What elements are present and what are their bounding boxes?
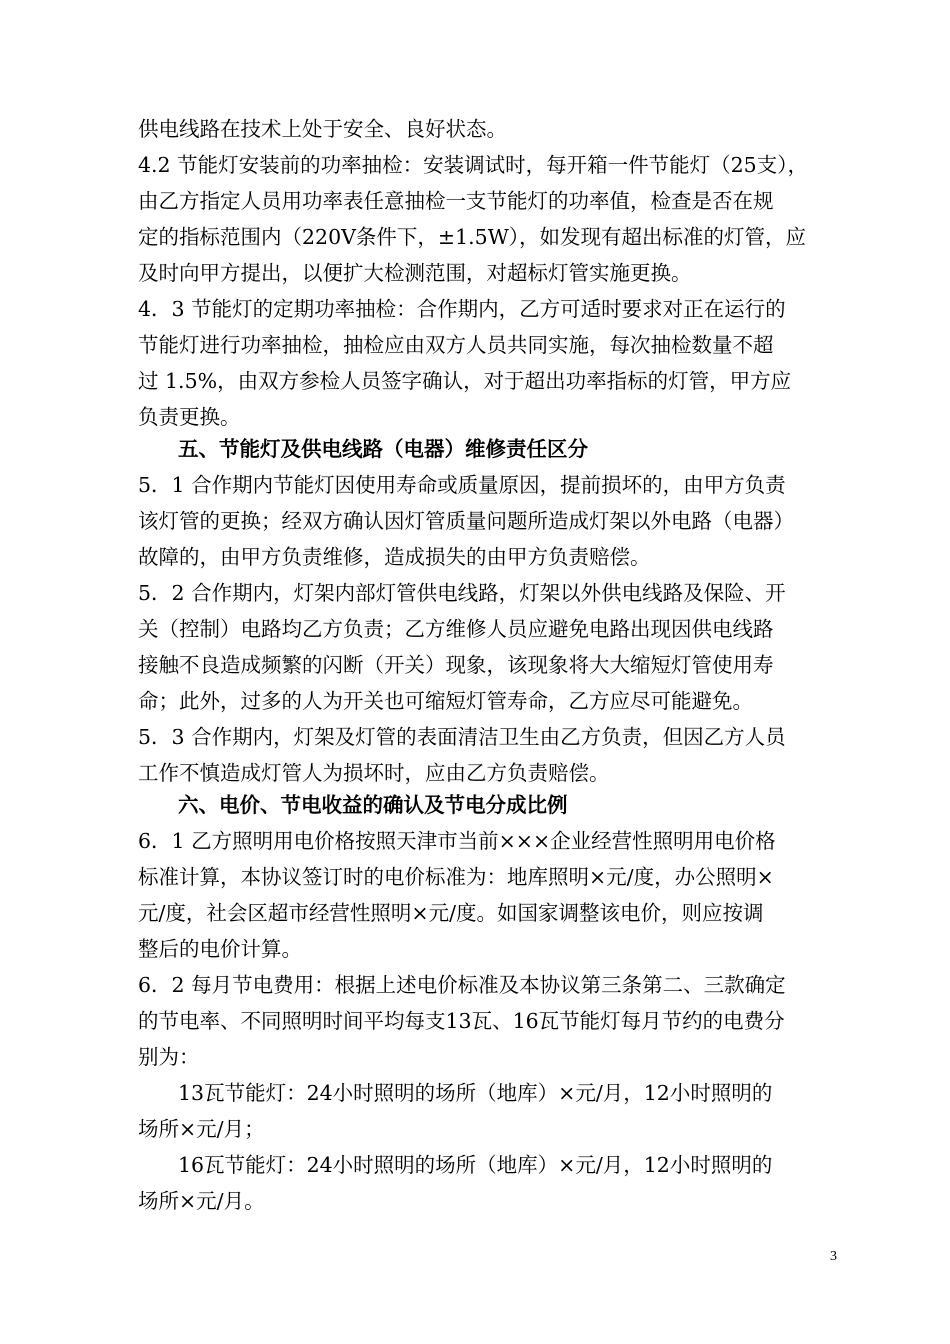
paragraph-line: 及时向甲方提出，以便扩大检测范围，对超标灯管实施更换。 [138, 261, 692, 285]
paragraph-line: 5．2 合作期内，灯架内部灯管供电线路，灯架以外供电线路及保险、开 [138, 581, 786, 605]
paragraph-line: 场所×元/月。 [138, 1189, 265, 1213]
paragraph-line: 别为： [138, 1045, 200, 1069]
paragraph-line: 整后的电价计算。 [138, 937, 302, 961]
paragraph-line: 过 1.5%，由双方参检人员签字确认，对于超出功率指标的灯管，甲方应 [138, 369, 792, 393]
paragraph-line: 关（控制）电路均乙方负责；乙方维修人员应避免电路出现因供电线路 [138, 617, 774, 641]
paragraph-line: 工作不慎造成灯管人为损坏时，应由乙方负责赔偿。 [138, 761, 610, 785]
paragraph-line: 供电线路在技术上处于安全、良好状态。 [138, 117, 507, 141]
paragraph-line: 5．3 合作期内，灯架及灯管的表面清洁卫生由乙方负责，但因乙方人员 [138, 725, 786, 749]
paragraph-line: 该灯管的更换；经双方确认因灯管质量问题所造成灯架以外电路（电器） [138, 509, 794, 533]
paragraph-line: 16瓦节能灯：24小时照明的场所（地库）×元/月，12小时照明的 [178, 1153, 773, 1177]
paragraph-line: 的节电率、不同照明时间平均每支13瓦、16瓦节能灯每月节约的电费分 [138, 1009, 785, 1033]
paragraph-line: 节能灯进行功率抽检，抽检应由双方人员共同实施，每次抽检数量不超 [138, 333, 774, 357]
paragraph-line: 定的指标范围内（220V条件下，±1.5W），如发现有超出标准的灯管，应 [138, 225, 807, 249]
paragraph-line: 负责更换。 [138, 405, 241, 429]
paragraph-line: 由乙方指定人员用功率表任意抽检一支节能灯的功率值，检查是否在规 [138, 189, 774, 213]
section-heading-5: 五、节能灯及供电线路（电器）维修责任区分 [178, 437, 588, 461]
paragraph-line: 4．3 节能灯的定期功率抽检：合作期内，乙方可适时要求对正在运行的 [138, 297, 786, 321]
paragraph-line: 场所×元/月； [138, 1117, 265, 1141]
paragraph-line: 4.2 节能灯安装前的功率抽检：安装调试时，每开箱一件节能灯（25支）， [138, 153, 808, 177]
paragraph-line: 6．2 每月节电费用：根据上述电价标准及本协议第三条第二、三款确定 [138, 973, 786, 997]
paragraph-line: 6．1 乙方照明用电价格按照天津市当前×××企业经营性照明用电价格 [138, 829, 776, 853]
paragraph-line: 元/度，社会区超市经营性照明×元/度。如国家调整该电价，则应按调 [138, 901, 764, 925]
paragraph-line: 13瓦节能灯：24小时照明的场所（地库）×元/月，12小时照明的 [178, 1081, 773, 1105]
paragraph-line: 标准计算，本协议签订时的电价标准为：地库照明×元/度，办公照明× [138, 865, 774, 889]
paragraph-line: 命；此外，过多的人为开关也可缩短灯管寿命，乙方应尽可能避免。 [138, 689, 753, 713]
paragraph-line: 接触不良造成频繁的闪断（开关）现象，该现象将大大缩短灯管使用寿 [138, 653, 774, 677]
page-number: 3 [830, 1249, 837, 1264]
section-heading-6: 六、电价、节电收益的确认及节电分成比例 [178, 793, 568, 817]
paragraph-line: 故障的，由甲方负责维修，造成损失的由甲方负责赔偿。 [138, 545, 651, 569]
paragraph-line: 5．1 合作期内节能灯因使用寿命或质量原因，提前损坏的，由甲方负责 [138, 473, 786, 497]
